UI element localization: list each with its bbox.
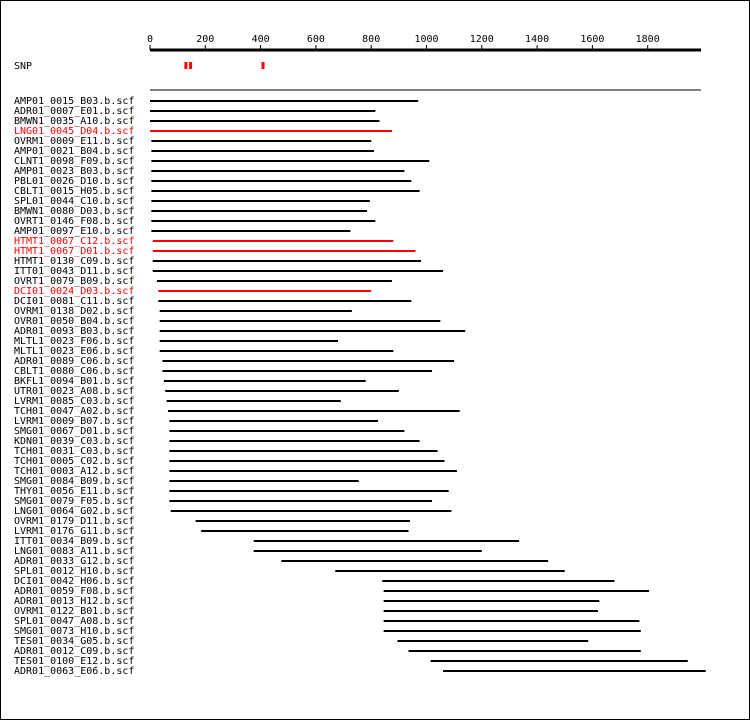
read-label: MLTL1_0023_F06.b.scf — [14, 336, 135, 347]
axis-tick-label: 1600 — [580, 34, 605, 45]
read-label: ITT01_0043_D11.b.scf — [14, 266, 135, 277]
read-label: LVRM1_0085_C03.b.scf — [14, 396, 135, 407]
read-label: OVRT1_0079_B09.b.scf — [14, 276, 135, 287]
snp-track-label: SNP — [14, 61, 33, 72]
read-label: TES01_0100_E12.b.scf — [14, 656, 135, 667]
axis-tick-label: 800 — [362, 34, 381, 45]
read-label: OVRM1_0138_D02.b.scf — [14, 306, 135, 317]
snp-marker — [262, 62, 265, 69]
read-label: OVRM1_0009_E11.b.scf — [14, 136, 135, 147]
read-label: OVRM1_0122_B01.b.scf — [14, 606, 135, 617]
read-label: LVRM1_0176_G11.b.scf — [14, 526, 135, 537]
read-label: KDN01_0039_C03.b.scf — [14, 436, 135, 447]
read-list — [14, 96, 706, 677]
read-label: SMG01_0079_F05.b.scf — [14, 496, 135, 507]
read-label: CLNT1_0098_F09.b.scf — [14, 156, 135, 167]
read-label: BKFL1_0094_B01.b.scf — [14, 376, 135, 387]
read-label: OVRM1_0179_D11.b.scf — [14, 516, 135, 527]
read-label: TES01_0034_G05.b.scf — [14, 636, 135, 647]
read-label: CBLT1_0080_C06.b.scf — [14, 366, 135, 377]
read-label: SPL01_0047_A08.b.scf — [14, 616, 135, 627]
axis-tick-label: 1200 — [469, 34, 494, 45]
read-label: HTMT1_0067_C12.b.scf — [14, 236, 135, 247]
read-label: SMG01_0073_H10.b.scf — [14, 626, 135, 637]
axis-tick-label: 1000 — [414, 34, 439, 45]
read-label: OVRT1_0146_F08.b.scf — [14, 216, 135, 227]
read-label: TCH01_0003_A12.b.scf — [14, 466, 135, 477]
snp-marker — [184, 62, 187, 69]
read-label: HTMT1_0130_C09.b.scf — [14, 256, 135, 267]
read-label: SMG01_0084_B09.b.scf — [14, 476, 135, 487]
read-label: OVR01_0050_B04.b.scf — [14, 316, 135, 327]
read-label: AMP01_0023_B03.b.scf — [14, 166, 135, 177]
read-label: SPL01_0012_H10.b.scf — [14, 566, 135, 577]
axis-tick-label: 1800 — [635, 34, 660, 45]
read-label: ADR01_0093_B03.b.scf — [14, 326, 135, 337]
read-label: ITT01_0034_B09.b.scf — [14, 536, 135, 547]
read-label: ADR01_0007_E01.b.scf — [14, 106, 135, 117]
read-label: UTR01_0023_A08.b.scf — [14, 386, 135, 397]
axis-tick-label: 200 — [196, 34, 215, 45]
read-label: DCI01_0081_C11.b.scf — [14, 296, 135, 307]
read-label: AMP01_0015_B03.b.scf — [14, 96, 135, 107]
read-label: THY01_0056_E11.b.scf — [14, 486, 135, 497]
read-label: ADR01_0063_E06.b.scf — [14, 666, 135, 677]
read-label: PBL01_0026_D10.b.scf — [14, 176, 135, 187]
axis-tick-label: 0 — [146, 34, 154, 45]
axis-tick-label: 400 — [251, 34, 270, 45]
snp-marker — [189, 62, 192, 69]
read-label: BMWN1_0035_A10.b.scf — [14, 116, 135, 127]
read-label: LNG01_0064_G02.b.scf — [14, 506, 135, 517]
read-label: ADR01_0033_G12.b.scf — [14, 556, 135, 567]
read-label: LNG01_0045_D04.b.scf — [14, 126, 135, 137]
position-axis — [147, 34, 701, 50]
read-label: ADR01_0013_H12.b.scf — [14, 596, 135, 607]
read-label: BMWN1_0080_D03.b.scf — [14, 206, 135, 217]
read-label: TCH01_0047_A02.b.scf — [14, 406, 135, 417]
read-label: DCI01_0042_H06.b.scf — [14, 576, 135, 587]
snp-markers — [184, 62, 264, 69]
read-label: TCH01_0005_C02.b.scf — [14, 456, 135, 467]
read-label: ADR01_0012_C09.b.scf — [14, 646, 135, 657]
read-label: AMP01_0097_E10.b.scf — [14, 226, 135, 237]
read-label: ADR01_0059_F08.b.scf — [14, 586, 135, 597]
read-label: DCI01_0024_D03.b.scf — [14, 286, 135, 297]
axis-tick-label: 1400 — [525, 34, 550, 45]
read-label: MLTL1_0023_E06.b.scf — [14, 346, 135, 357]
read-label: TCH01_0031_C03.b.scf — [14, 446, 135, 457]
axis-tick-label: 600 — [306, 34, 325, 45]
read-label: ADR01_0089_C06.b.scf — [14, 356, 135, 367]
read-label: LVRM1_0009_B07.b.scf — [14, 416, 135, 427]
read-label: SMG01_0067_D01.b.scf — [14, 426, 135, 437]
read-label: SPL01_0044_C10.b.scf — [14, 196, 135, 207]
read-label: CBLT1_0015_H05.b.scf — [14, 186, 135, 197]
read-label: HTMT1_0067_D01.b.scf — [14, 246, 135, 257]
read-label: AMP01_0021_B04.b.scf — [14, 146, 135, 157]
read-label: LNG01_0083_A11.b.scf — [14, 546, 135, 557]
